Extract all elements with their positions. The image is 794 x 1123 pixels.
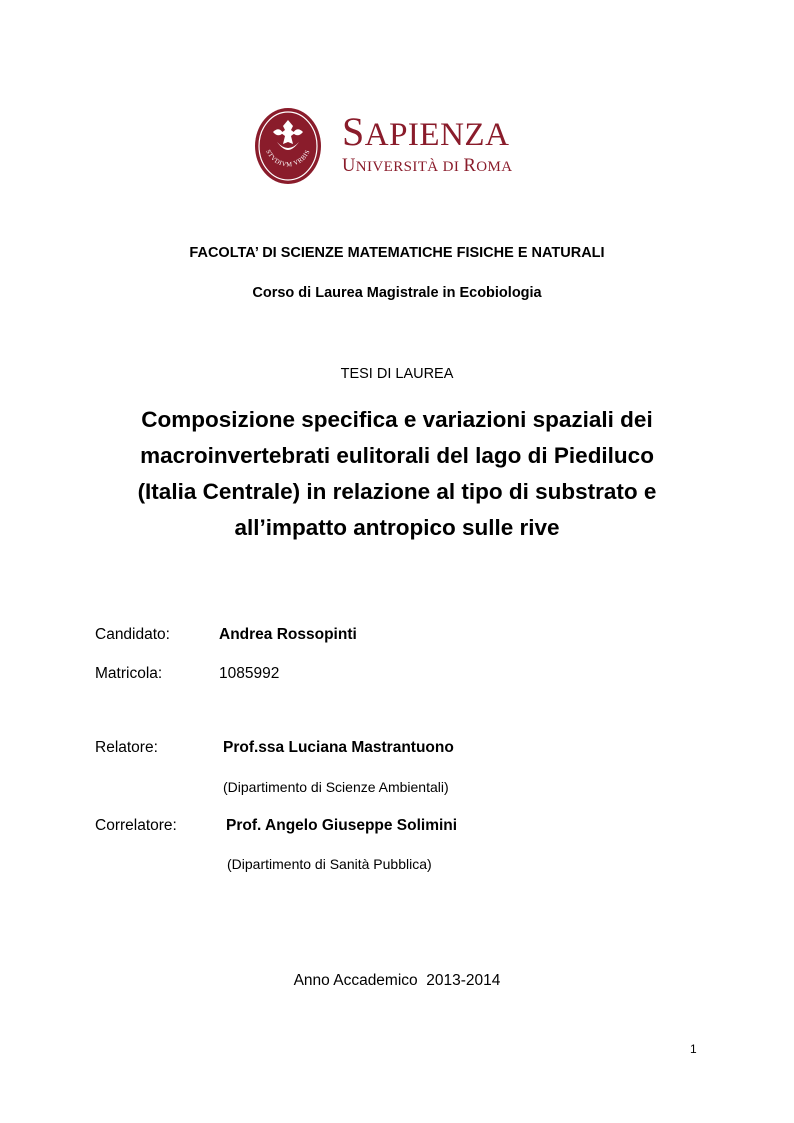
- thesis-type: TESI DI LAUREA: [340, 366, 454, 382]
- candidate-label: Candidato:: [95, 626, 170, 643]
- relatore-label: Relatore:: [95, 739, 158, 756]
- seal-text: STVDIVM VRBIS: [264, 148, 312, 169]
- relatore-department: (Dipartimento di Scienze Ambientali): [223, 779, 449, 795]
- matricola-label: Matricola:: [95, 665, 163, 682]
- relatore-name: Prof.ssa Luciana Mastrantuono: [223, 739, 454, 756]
- university-subtitle: UNIVERSITÀ DI ROMA: [342, 156, 513, 176]
- matricola-value: 1085992: [219, 665, 280, 682]
- title-line: (Italia Centrale) in relazione al tipo di substrato e: [137, 479, 657, 504]
- university-name: SAPIENZA: [342, 109, 510, 154]
- academic-year: Anno Accademico 2013-2014: [293, 972, 501, 989]
- faculty-heading: FACOLTA’ DI SCIENZE MATEMATICHE FISICHE E NATURALI: [189, 245, 605, 261]
- correlatore-name: Prof. Angelo Giuseppe Solimini: [226, 817, 458, 834]
- university-logo-text: [342, 109, 513, 178]
- candidate-name: Andrea Rossopinti: [219, 626, 357, 643]
- title-line: all’impatto antropico sulle rive: [234, 515, 560, 540]
- title-line: Composizione specifica e variazioni spaziali dei: [141, 407, 653, 432]
- thesis-title: [100, 402, 694, 546]
- title-line: macroinvertebrati eulitorali del lago di Piediluco: [140, 443, 654, 468]
- correlatore-label: Correlatore:: [95, 817, 177, 834]
- correlatore-department: (Dipartimento di Sanità Pubblica): [227, 856, 432, 872]
- page-number: 1: [690, 1042, 697, 1056]
- university-seal: [253, 106, 323, 186]
- course-heading: Corso di Laurea Magistrale in Ecobiologia: [252, 285, 542, 301]
